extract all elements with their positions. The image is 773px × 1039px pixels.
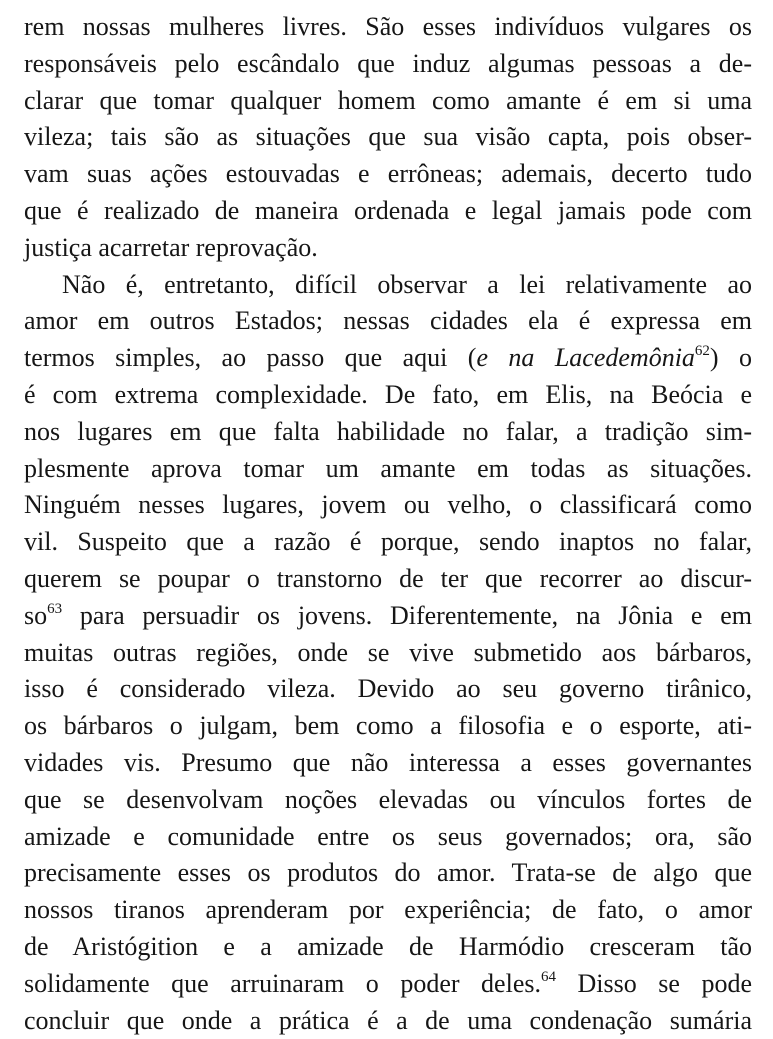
text-line: de Aristógition e a amizade de Harmódio cresceram tão	[24, 931, 752, 961]
text-line: amor em outros Estados; nessas cidades ela é expressa em	[24, 306, 752, 336]
text-line: que é realizado de maneira ordenada e legal jamais pode com	[24, 195, 752, 225]
italic-run: e na Lacedemônia	[476, 343, 695, 373]
body-text	[24, 9, 752, 1039]
text-line: que se desenvolvam noções elevadas ou vínculos fortes de	[24, 784, 752, 814]
text-line: Ninguém nesses lugares, jovem ou velho, o classificará como	[24, 490, 752, 520]
text-line	[24, 966, 752, 1003]
text-line: muitas outras regiões, onde se vive submetido aos bárbaros,	[24, 637, 752, 667]
text-line: nossos tiranos aprenderam por experiência; de fato, o amor	[24, 895, 752, 925]
text-line: plesmente aprova tomar um amante em todas as situações.	[24, 453, 752, 483]
text-line: os bárbaros o julgam, bem como a filosofia e o esporte, ati-	[24, 711, 752, 741]
text-line: nos lugares em que falta habilidade no falar, a tradição sim-	[24, 416, 752, 446]
text-line: vil. Suspeito que a razão é porque, sendo inaptos no falar,	[24, 527, 752, 557]
text-line: responsáveis pelo escândalo que induz algumas pessoas a de-	[24, 48, 752, 78]
text-line: justiça acarretar reprovação.	[24, 232, 318, 262]
footnote-ref[interactable]: 62	[694, 343, 710, 360]
text-line: vidades vis. Presumo que não interessa a esses governantes	[24, 747, 752, 777]
text-run: termos simples, ao passo que aqui (	[24, 343, 477, 373]
text-line: precisamente esses os produtos do amor. Trata-se de algo que	[24, 858, 752, 888]
text-run: so	[24, 600, 48, 630]
text-line: concluir que onde a prática é a de uma condenação sumária	[24, 1005, 752, 1035]
text-run: Disso se pode	[555, 968, 753, 998]
text-line: querem se poupar o transtorno de ter que recorrer ao discur-	[24, 563, 752, 593]
text-run: para persuadir os jovens. Diferentemente, na Jônia e em	[62, 600, 752, 630]
text-line: vam suas ações estouvadas e errôneas; ademais, decerto tudo	[24, 159, 752, 189]
footnote-ref[interactable]: 64	[540, 968, 556, 985]
text-line: rem nossas mulheres livres. São esses indivíduos vulgares os	[24, 12, 752, 41]
footnote-ref[interactable]: 63	[47, 600, 63, 617]
text-line: é com extrema complexidade. De fato, em Elis, na Beócia e	[24, 379, 752, 409]
text-line: vileza; tais são as situações que sua visão capta, pois obser-	[24, 122, 752, 152]
text-line: isso é considerado vileza. Devido ao seu governo tirânico,	[24, 674, 752, 704]
text-run: ) o	[709, 343, 752, 373]
text-run: solidamente que arruinaram o poder deles.	[24, 968, 541, 998]
text-line	[24, 340, 752, 377]
text-line	[24, 598, 752, 635]
text-line: amizade e comunidade entre os seus governados; ora, são	[24, 821, 752, 851]
text-line: Não é, entretanto, difícil observar a lei relativamente ao	[62, 269, 752, 299]
text-line: clarar que tomar qualquer homem como amante é em si uma	[24, 85, 752, 115]
